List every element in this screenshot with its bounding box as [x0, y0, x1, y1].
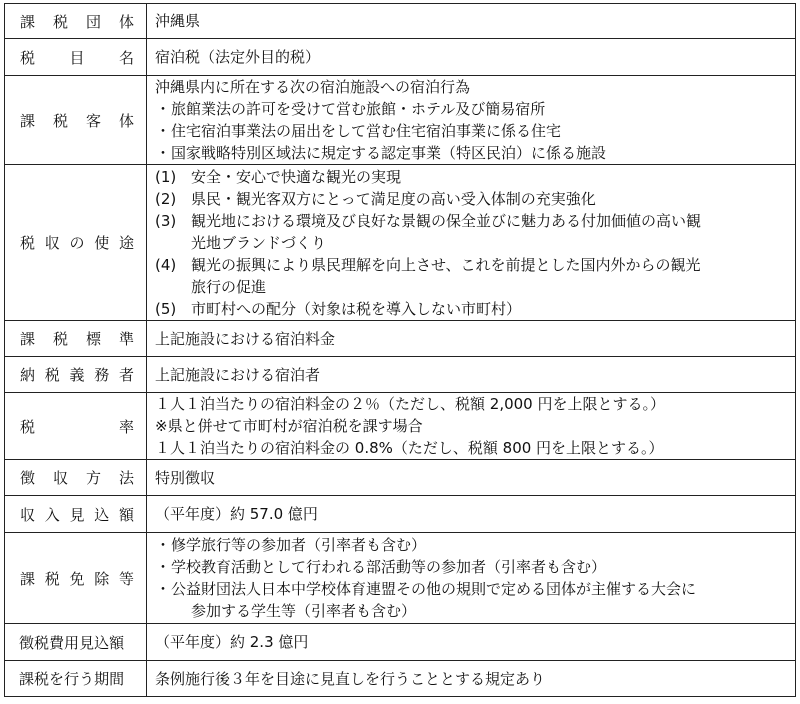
line-text: 観光の振興により県民理解を向上させ、これを前提とした国内外からの観光	[191, 255, 701, 274]
value-line	[155, 415, 795, 437]
label-char: 目	[69, 48, 85, 67]
table-row	[5, 661, 796, 697]
bullet-marker: ・	[155, 122, 171, 140]
row-label-cell	[5, 533, 147, 624]
label-char: 税	[34, 670, 50, 688]
list-item	[155, 142, 795, 164]
row-value-cell	[147, 393, 796, 460]
label-char: 税	[20, 234, 36, 252]
label-char: 課	[19, 670, 35, 688]
row-label-cell	[5, 496, 147, 533]
tax-summary-table	[4, 3, 796, 697]
continuation-line	[155, 232, 795, 254]
label-char: 課	[20, 12, 36, 31]
list-item	[155, 210, 795, 232]
list-item	[155, 166, 795, 188]
table-row	[5, 533, 796, 624]
label-char: 徴	[20, 469, 36, 487]
label-char: 課	[20, 330, 36, 348]
label-char: 納	[20, 366, 36, 384]
row-value-cell	[147, 39, 796, 76]
line-text: 宿泊税（法定外目的税）	[155, 48, 321, 66]
row-label-cell	[5, 661, 147, 697]
value-line	[155, 328, 795, 350]
row-label	[5, 632, 146, 653]
label-char: 務	[94, 366, 110, 384]
row-label	[5, 328, 146, 349]
list-item	[155, 120, 795, 142]
label-char: を	[49, 670, 65, 688]
table-row	[5, 460, 796, 496]
row-label-cell	[5, 357, 147, 393]
value-line	[155, 76, 795, 98]
bullet-marker: ・	[155, 558, 171, 576]
line-text: （平年度）約 2.3 億円	[155, 633, 309, 651]
row-label	[5, 504, 146, 525]
label-char: 込	[94, 633, 110, 652]
item-number: (4)	[155, 255, 177, 274]
value-line	[155, 393, 795, 415]
item-number: (5)	[155, 299, 177, 318]
line-text: ※県と併せて市町村が宿泊税を課す場合	[155, 417, 423, 435]
label-char: 額	[118, 505, 134, 524]
label-char: 標	[85, 330, 101, 348]
line-text: 住宅宿泊事業法の届出をして営む住宅宿泊事業に係る住宅	[171, 122, 562, 140]
row-value-cell	[147, 357, 796, 393]
line-text: 県民・観光客双方にとって満足度の高い受入体制の充実強化	[191, 189, 596, 208]
table-row	[5, 393, 796, 460]
continuation-line	[155, 600, 795, 622]
label-char: 課	[20, 569, 36, 588]
item-number: (2)	[155, 189, 177, 208]
label-char: 収	[20, 505, 36, 524]
label-char: 体	[118, 12, 134, 31]
row-value-cell	[147, 165, 796, 321]
row-value-cell	[147, 76, 796, 165]
row-label-cell	[5, 165, 147, 321]
list-item	[155, 578, 795, 600]
line-text: 公益財団法人日本中学校体育連盟その他の規則で定める団体が主催する大会に	[171, 580, 697, 598]
line-text: 学校教育活動として行われる部活動等の参加者（引率者も含む）	[171, 558, 607, 576]
label-char: 税	[52, 330, 68, 348]
row-label	[5, 11, 146, 32]
bullet-marker: ・	[155, 100, 171, 118]
bullet-marker: ・	[155, 536, 171, 554]
line-text: 安全・安心で快適な観光の実現	[191, 167, 402, 186]
list-item	[155, 298, 795, 320]
value-line	[155, 467, 795, 489]
value-line	[155, 631, 795, 653]
list-item	[155, 98, 795, 120]
line-text: 国家戦略特別区域法に規定する認定事業（特区民泊）に係る施設	[171, 144, 607, 162]
label-char: 徴	[19, 633, 35, 652]
row-label-cell	[5, 460, 147, 496]
line-text: 沖縄県	[155, 12, 201, 30]
line-text: 参加する学生等（引率者も含む）	[191, 602, 417, 620]
list-item	[155, 556, 795, 578]
row-label-cell	[5, 624, 147, 661]
label-char: 込	[94, 505, 110, 524]
line-text: （平年度）約 57.0 億円	[155, 505, 318, 523]
row-label	[5, 232, 146, 253]
row-value-cell	[147, 496, 796, 533]
line-text: 条例施行後３年を目途に見直しを行うこととする規定あり	[155, 669, 546, 688]
line-text: 旅館業法の許可を受けて営む旅館・ホテル及び簡易宿所	[171, 100, 546, 118]
label-char: 税	[20, 417, 36, 436]
label-char: 税	[52, 111, 68, 130]
line-text: １人１泊当たりの宿泊料金の 0.8%（ただし、税額 800 円を上限とする。）	[155, 439, 664, 457]
line-text: 特別徴収	[155, 468, 216, 487]
row-label	[5, 568, 146, 589]
label-char: 準	[118, 330, 134, 348]
label-char: 期	[94, 670, 110, 688]
label-char: 名	[118, 48, 134, 67]
row-value-cell	[147, 661, 796, 697]
table-row	[5, 76, 796, 165]
label-char: 間	[109, 670, 125, 688]
label-char: の	[69, 234, 85, 252]
table-row	[5, 624, 796, 661]
label-char: 税	[20, 48, 36, 67]
line-text: １人１泊当たりの宿泊料金の２％（ただし、税額 2,000 円を上限とする。）	[155, 395, 665, 413]
label-char: 途	[118, 234, 134, 252]
continuation-line	[155, 276, 795, 298]
table-row	[5, 165, 796, 321]
row-label	[5, 467, 146, 488]
row-label-cell	[5, 393, 147, 460]
label-char: 見	[79, 633, 95, 652]
label-char: う	[79, 670, 95, 688]
list-item	[155, 188, 795, 210]
value-line	[155, 10, 795, 32]
label-char: 客	[85, 111, 101, 130]
value-line	[155, 437, 795, 459]
label-char: 義	[69, 366, 85, 384]
label-char: 税	[52, 12, 68, 31]
label-char: 団	[85, 12, 101, 31]
value-line	[155, 668, 795, 690]
row-label-cell	[5, 321, 147, 357]
label-char: 額	[109, 633, 125, 652]
line-text: 上記施設における宿泊料金	[155, 329, 336, 348]
row-value-cell	[147, 624, 796, 661]
row-value-cell	[147, 4, 796, 39]
table-row	[5, 4, 796, 39]
line-text: 光地ブランドづくり	[191, 233, 327, 252]
label-char: 見	[69, 505, 85, 524]
table-row	[5, 496, 796, 533]
label-char: 方	[85, 469, 101, 487]
label-char: 法	[118, 469, 134, 487]
bullet-marker: ・	[155, 144, 171, 162]
row-label	[5, 668, 146, 689]
value-line	[155, 503, 795, 525]
row-value-cell	[147, 533, 796, 624]
label-char: 者	[118, 366, 134, 384]
label-char: 免	[69, 569, 85, 588]
row-value-cell	[147, 321, 796, 357]
line-text: 市町村への配分（対象は税を導入しない市町村）	[191, 299, 522, 318]
table-row	[5, 357, 796, 393]
row-label	[5, 364, 146, 385]
item-number: (3)	[155, 211, 177, 230]
line-text: 観光地における環境及び良好な景観の保全並びに魅力ある付加価値の高い観	[191, 211, 702, 230]
line-text: 上記施設における宿泊者	[155, 365, 321, 384]
label-char: 除	[94, 569, 110, 588]
line-text: 沖縄県内に所在する次の宿泊施設への宿泊行為	[155, 78, 471, 96]
label-char: 率	[118, 417, 134, 436]
item-number: (1)	[155, 167, 177, 186]
label-char: 等	[118, 569, 134, 588]
row-label	[5, 47, 146, 68]
label-char: 体	[118, 111, 134, 130]
label-char: 用	[64, 633, 80, 652]
label-char: 税	[34, 633, 50, 652]
table-row	[5, 321, 796, 357]
list-item	[155, 534, 795, 556]
row-label	[5, 416, 146, 437]
label-char: 使	[94, 234, 110, 252]
label-char: 入	[44, 505, 60, 524]
label-char: 税	[44, 366, 60, 384]
label-char: 税	[44, 569, 60, 588]
label-char: 費	[49, 633, 65, 652]
bullet-marker: ・	[155, 580, 171, 598]
table-row	[5, 39, 796, 76]
line-text: 旅行の促進	[191, 277, 267, 296]
label-char: 収	[52, 469, 68, 487]
row-label	[5, 110, 146, 131]
row-label-cell	[5, 76, 147, 165]
line-text: 修学旅行等の参加者（引率者も含む）	[171, 536, 427, 554]
row-value-cell	[147, 460, 796, 496]
label-char: 課	[20, 111, 36, 130]
label-char: 行	[64, 670, 80, 688]
row-label-cell	[5, 4, 147, 39]
row-label-cell	[5, 39, 147, 76]
label-char: 収	[44, 234, 60, 252]
list-item	[155, 254, 795, 276]
value-line	[155, 46, 795, 68]
value-line	[155, 364, 795, 386]
